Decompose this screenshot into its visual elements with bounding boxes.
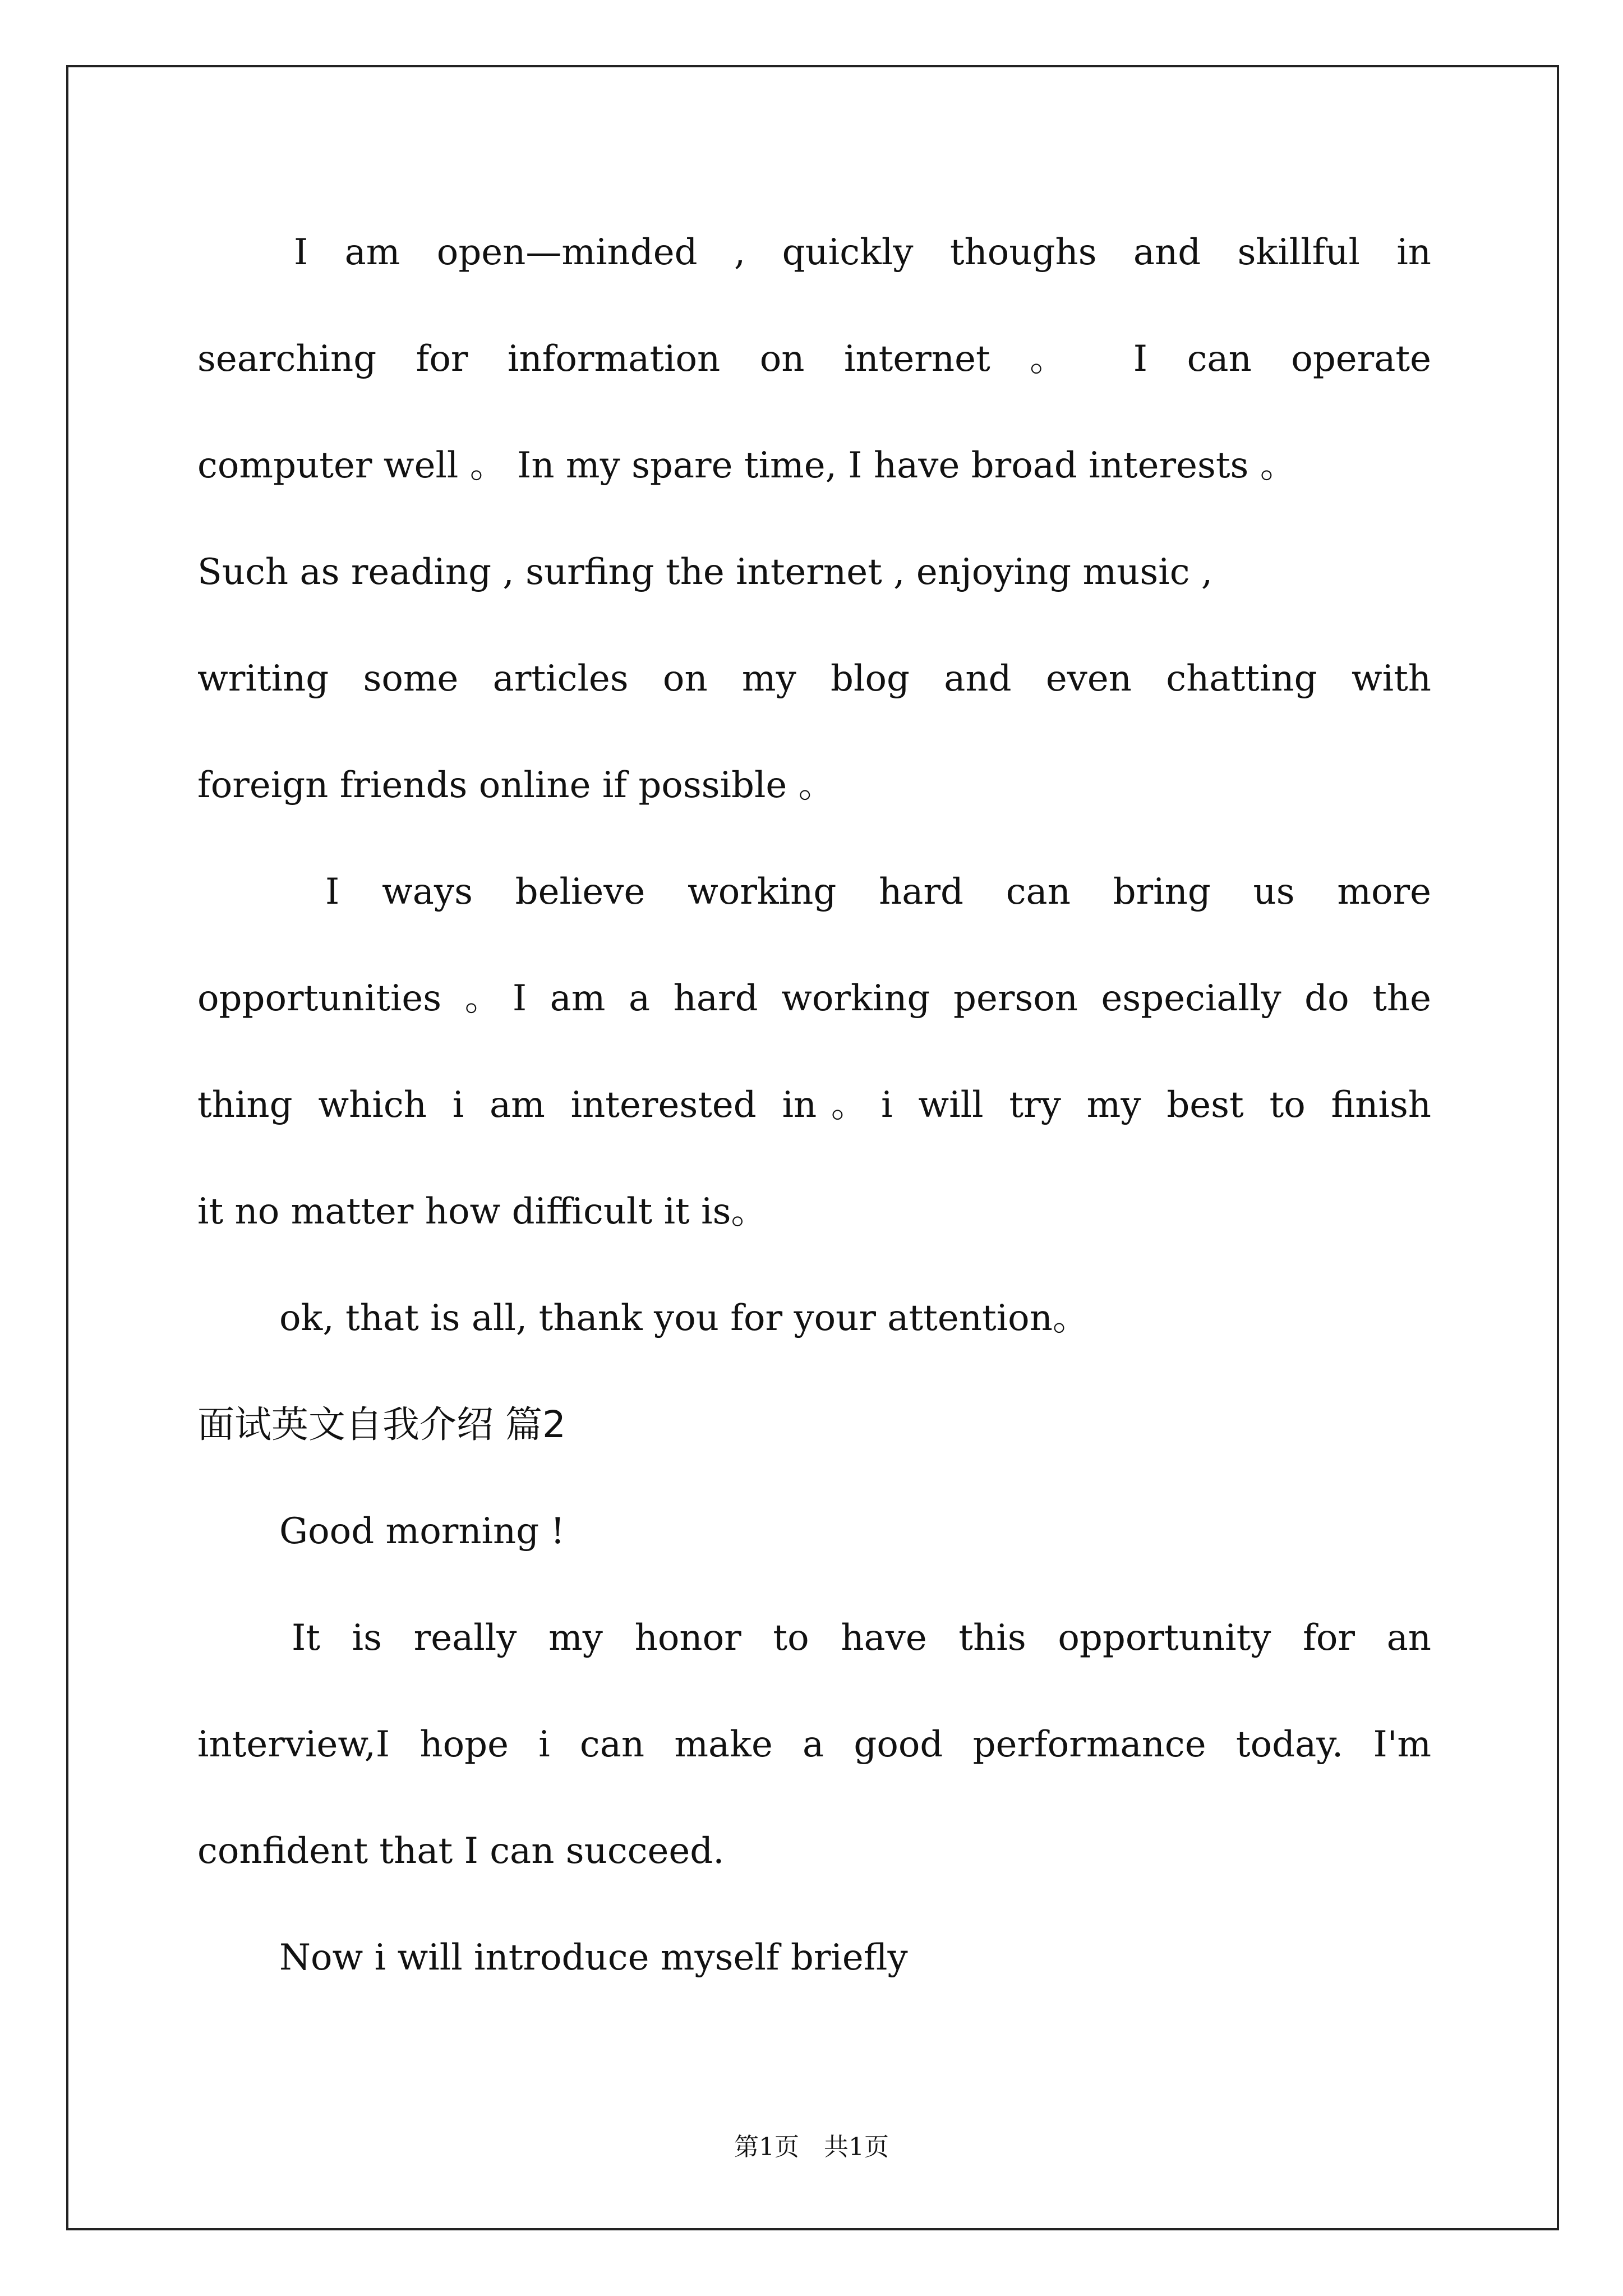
text-line: Good morning ! xyxy=(279,1511,565,1552)
text-line: opportunities 。I am a hard working person especially do the xyxy=(197,978,1431,1019)
text-line: I am open—minded , quickly thoughs and skillful in xyxy=(294,232,1431,273)
text-line: foreign friends online if possible 。 xyxy=(197,765,834,806)
text-line: it no matter how difficult it is。 xyxy=(197,1191,767,1232)
text-line: confident that I can succeed. xyxy=(197,1830,725,1872)
text-line: I ways believe working hard can bring us more xyxy=(325,871,1431,913)
text-line: interview,I hope i can make a good performance today. I'm xyxy=(197,1724,1431,1765)
text-line: It is really my honor to have this opportunity for an xyxy=(292,1617,1431,1659)
text-line: searching for information on internet 。 I can operate xyxy=(197,338,1431,380)
page-number: 第1页 共1页 xyxy=(734,2133,889,2161)
text-line: computer well 。 In my spare time, I have broad interests 。 xyxy=(197,445,1296,486)
page-border xyxy=(66,65,1559,2230)
text-line: writing some articles on my blog and even chatting with xyxy=(197,658,1431,700)
text-line: Such as reading , surfing the internet , enjoying music , xyxy=(197,551,1213,593)
text-line: Now i will introduce myself briefly xyxy=(279,1937,908,1978)
text-line: ok, that is all, thank you for your attention。 xyxy=(279,1297,1089,1339)
section-heading: 面试英文自我介绍 篇2 xyxy=(197,1403,566,1446)
text-line: thing which i am interested in。i will try my best to finish xyxy=(197,1084,1431,1126)
